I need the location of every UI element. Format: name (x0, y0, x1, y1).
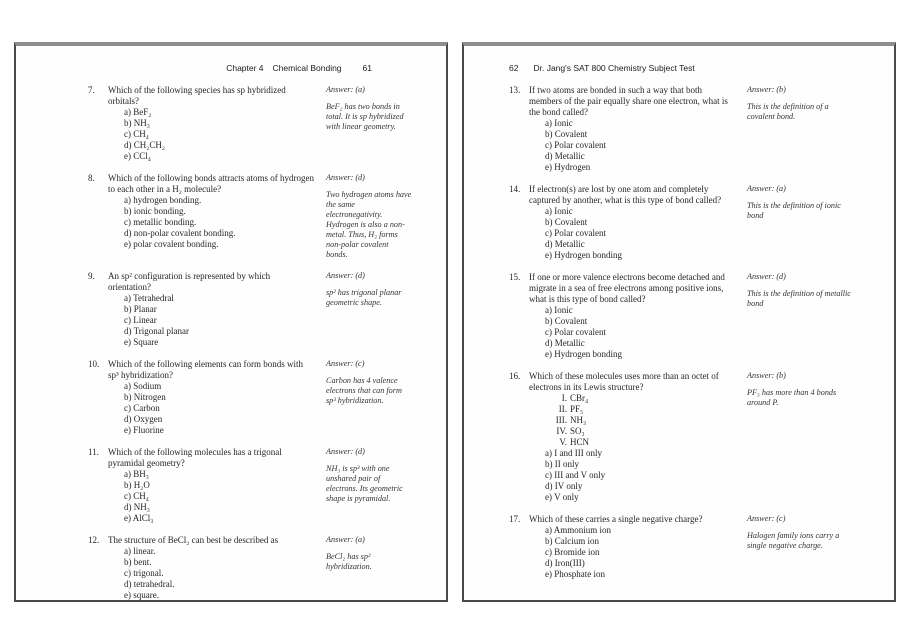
answer-option: e) square. (124, 590, 159, 600)
answer-option: b) H₂O (124, 480, 150, 490)
answer-label: Answer: (d) (326, 271, 365, 280)
lewis-list-item (551, 437, 736, 448)
question (88, 535, 412, 601)
answer-note: Two hydrogen atoms have the same electronegativity. Hydrogen is also a non-metal. Thus, H₂ forms non-polar covalent bonds. (326, 190, 412, 259)
question-head (88, 271, 315, 293)
roman-numeral: II. (558, 404, 567, 414)
answer-option: b) Nitrogen (124, 392, 166, 402)
question (509, 272, 854, 360)
answer-option: e) Hydrogen (545, 162, 591, 172)
question-stem: Which of these carries a single negative charge? (529, 514, 703, 524)
answer-column (315, 85, 412, 162)
question-body (509, 514, 736, 580)
answer-column (736, 272, 854, 360)
chapter-label: Chapter 4 (226, 63, 264, 73)
answer-option: d) IV only (545, 481, 583, 491)
answer-option: b) bent. (124, 557, 152, 567)
answer-option: a) Ammonium ion (545, 525, 611, 535)
question-body (509, 272, 736, 360)
question (509, 514, 854, 580)
answer-label: Answer: (c) (747, 514, 786, 523)
answer-option: a) BH₃ (124, 469, 149, 479)
answer-note: Halogen family ions carry a single negative charge. (747, 531, 840, 550)
answer-option: d) Oxygen (124, 414, 163, 424)
question (509, 184, 854, 261)
answer-option: a) BeF₂ (124, 107, 152, 117)
answer-option: b) Calcium ion (545, 536, 599, 546)
answer-note: Carbon has 4 valence electrons that can form sp³ hybridization. (326, 376, 402, 405)
question-head (509, 272, 736, 305)
answer-column (315, 359, 412, 436)
question-list-right (509, 85, 854, 580)
question (88, 359, 412, 436)
page-number: 62 (509, 63, 519, 73)
answer-option: e) Phosphate ion (545, 569, 605, 579)
answer-option: c) Linear (124, 315, 157, 325)
lewis-list-item (551, 426, 736, 437)
answer-note: This is the definition of ionic bond (747, 201, 841, 220)
answer-option: c) Polar covalent (545, 327, 606, 337)
question-stem: Which of the following elements can form bonds with sp³ hybridization? (108, 359, 303, 380)
page-62 (462, 42, 896, 602)
question-body (88, 85, 315, 162)
formula-text: SO₃ (570, 426, 585, 436)
answer-option: c) metallic bonding. (124, 217, 197, 227)
answer-label: Answer: (a) (326, 85, 365, 94)
question-stem: Which of the following species has sp hybridized orbitals? (108, 85, 286, 106)
answer-option: e) CCl₄ (124, 151, 151, 161)
question (88, 271, 412, 348)
answer-option: b) ionic bonding. (124, 206, 186, 216)
question-number: 7. (88, 85, 95, 95)
answer-option: a) Sodium (124, 381, 162, 391)
answer-option: a) Ionic (545, 305, 573, 315)
answer-label: Answer: (a) (326, 535, 365, 544)
question-stem: If two atoms are bonded in such a way that both members of the pair equally share one electron, what is the bond called? (529, 85, 728, 117)
answer-option: d) NH₃ (124, 502, 150, 512)
answer-option: e) AlCl₃ (124, 513, 154, 523)
answer-option: e) Hydrogen bonding (545, 349, 622, 359)
answer-option: e) Fluorine (124, 425, 164, 435)
answer-option: d) tetrahedral. (124, 579, 175, 589)
answer-option: b) Covalent (545, 316, 588, 326)
answer-label: Answer: (b) (747, 371, 786, 380)
answer-option: c) CH₄ (124, 129, 149, 139)
question-number: 11. (88, 447, 99, 457)
answer-option: c) Polar covalent (545, 228, 606, 238)
answer-column (315, 173, 412, 260)
answer-option: d) Trigonal planar (124, 326, 189, 336)
answer-option: e) V only (545, 492, 579, 502)
answer-option: b) Covalent (545, 129, 588, 139)
answer-option: c) Carbon (124, 403, 160, 413)
answer-option: a) Tetrahedral (124, 293, 174, 303)
question (509, 371, 854, 503)
answer-option: b) II only (545, 459, 579, 469)
lewis-list-item (551, 393, 736, 404)
running-head-right (509, 62, 854, 74)
answer-option: d) Metallic (545, 239, 585, 249)
answer-note: sp² has trigonal planar geometric shape. (326, 288, 402, 307)
question-stem: Which of the following bonds attracts atoms of hydrogen to each other in a H₂ molecule? (108, 173, 314, 194)
question-stem: Which of these molecules uses more than an octet of electrons in its Lewis structure? (529, 371, 719, 392)
answer-label: Answer: (d) (747, 272, 786, 281)
answer-label: Answer: (b) (747, 85, 786, 94)
question-body (88, 359, 315, 436)
answer-label: Answer: (d) (326, 447, 365, 456)
question-head (88, 173, 315, 195)
question-head (88, 359, 315, 381)
question-head (509, 371, 736, 393)
question-number: 13. (509, 85, 521, 95)
answer-note: BeF₂ has two bonds in total. It is sp hybridized with linear geometry. (326, 102, 404, 131)
question-body (509, 371, 736, 503)
answer-option: c) CH₄ (124, 491, 149, 501)
answer-note: This is the definition of a covalent bond. (747, 102, 829, 121)
answer-option: d) Metallic (545, 151, 585, 161)
roman-numeral: I. (561, 393, 567, 403)
question-body (509, 184, 736, 261)
running-head-left (88, 62, 412, 74)
answer-option: c) Bromide ion (545, 547, 600, 557)
answer-column (736, 184, 854, 261)
answer-option: a) I and III only (545, 448, 602, 458)
answer-option: b) Covalent (545, 217, 588, 227)
answer-label: Answer: (c) (326, 359, 365, 368)
answer-option: d) Metallic (545, 338, 585, 348)
answer-option: a) hydrogen bonding. (124, 195, 202, 205)
question-number: 17. (509, 514, 521, 524)
answer-option: a) Ionic (545, 118, 573, 128)
question-head (509, 184, 736, 206)
question-body (88, 173, 315, 260)
question-number: 10. (88, 359, 100, 369)
question-body (88, 447, 315, 524)
answer-option: a) linear. (124, 546, 156, 556)
answer-option: c) III and V only (545, 470, 606, 480)
answer-label: Answer: (a) (747, 184, 786, 193)
question-stem: If electron(s) are lost by one atom and completely captured by another, what is this type of bond called? (529, 184, 722, 205)
roman-numeral: V. (559, 437, 567, 447)
question-body (88, 535, 315, 601)
answer-column (736, 514, 854, 580)
question-number: 14. (509, 184, 521, 194)
question-number: 8. (88, 173, 95, 183)
roman-numeral: III. (555, 415, 567, 425)
question-body (509, 85, 736, 173)
formula-text: PF₅ (570, 404, 584, 414)
question-number: 9. (88, 271, 95, 281)
question-head (509, 514, 736, 525)
section-title: Chemical Bonding (272, 63, 342, 73)
question-body (88, 271, 315, 348)
answer-option: c) trigonal. (124, 568, 164, 578)
answer-option: e) Hydrogen bonding (545, 250, 622, 260)
question-stem: An sp² configuration is represented by which orientation? (108, 271, 271, 292)
answer-option: c) Polar covalent (545, 140, 606, 150)
question-number: 15. (509, 272, 521, 282)
answer-option: d) non-polar covalent bonding. (124, 228, 236, 238)
answer-option: e) Square (124, 337, 159, 347)
question-stem: Which of the following molecules has a trigonal pyramidal geometry? (108, 447, 282, 468)
question-head (88, 85, 315, 107)
question (88, 447, 412, 524)
answer-note: PF₅ has more than 4 bonds around P. (747, 388, 837, 407)
answer-label: Answer: (d) (326, 173, 365, 182)
answer-column (315, 271, 412, 348)
lewis-list-item (551, 404, 736, 415)
question-list-left (88, 85, 412, 601)
answer-option: a) Ionic (545, 206, 573, 216)
answer-column (736, 85, 854, 173)
question-number: 12. (88, 535, 100, 545)
question-stem: The structure of BeCl₂ can best be described as (108, 535, 279, 545)
answer-column (315, 447, 412, 524)
question (509, 85, 854, 173)
roman-numeral: IV. (556, 426, 567, 436)
formula-text: NH₃ (570, 415, 587, 425)
question-head (88, 447, 315, 469)
question (88, 173, 412, 260)
formula-text: HCN (570, 437, 590, 447)
question-head (88, 535, 315, 546)
answer-note: BeCl₂ has sp² hybridization. (326, 552, 372, 571)
formula-text: CBr₄ (570, 393, 589, 403)
answer-option: b) Planar (124, 304, 157, 314)
page-61 (14, 42, 448, 602)
lewis-list-item (551, 415, 736, 426)
answer-option: e) polar covalent bonding. (124, 239, 219, 249)
question (88, 85, 412, 162)
question-stem: If one or more valence electrons become detached and migrate in a sea of free electrons among positive ions, what is this type of bond called? (529, 272, 725, 304)
question-number: 16. (509, 371, 521, 381)
answer-option: d) Iron(III) (545, 558, 585, 568)
answer-note: This is the definition of metallic bond (747, 289, 851, 308)
page-number: 61 (362, 63, 372, 73)
answer-option: b) NH₃ (124, 118, 150, 128)
question-head (509, 85, 736, 118)
answer-column (315, 535, 412, 601)
answer-option: d) CH₂CH₂ (124, 140, 166, 150)
book-title: Dr. Jang's SAT 800 Chemistry Subject Test (533, 63, 695, 73)
answer-note: NH₃ is sp³ with one unshared pair of electrons. Its geometric shape is pyramidal. (326, 464, 403, 503)
answer-column (736, 371, 854, 503)
